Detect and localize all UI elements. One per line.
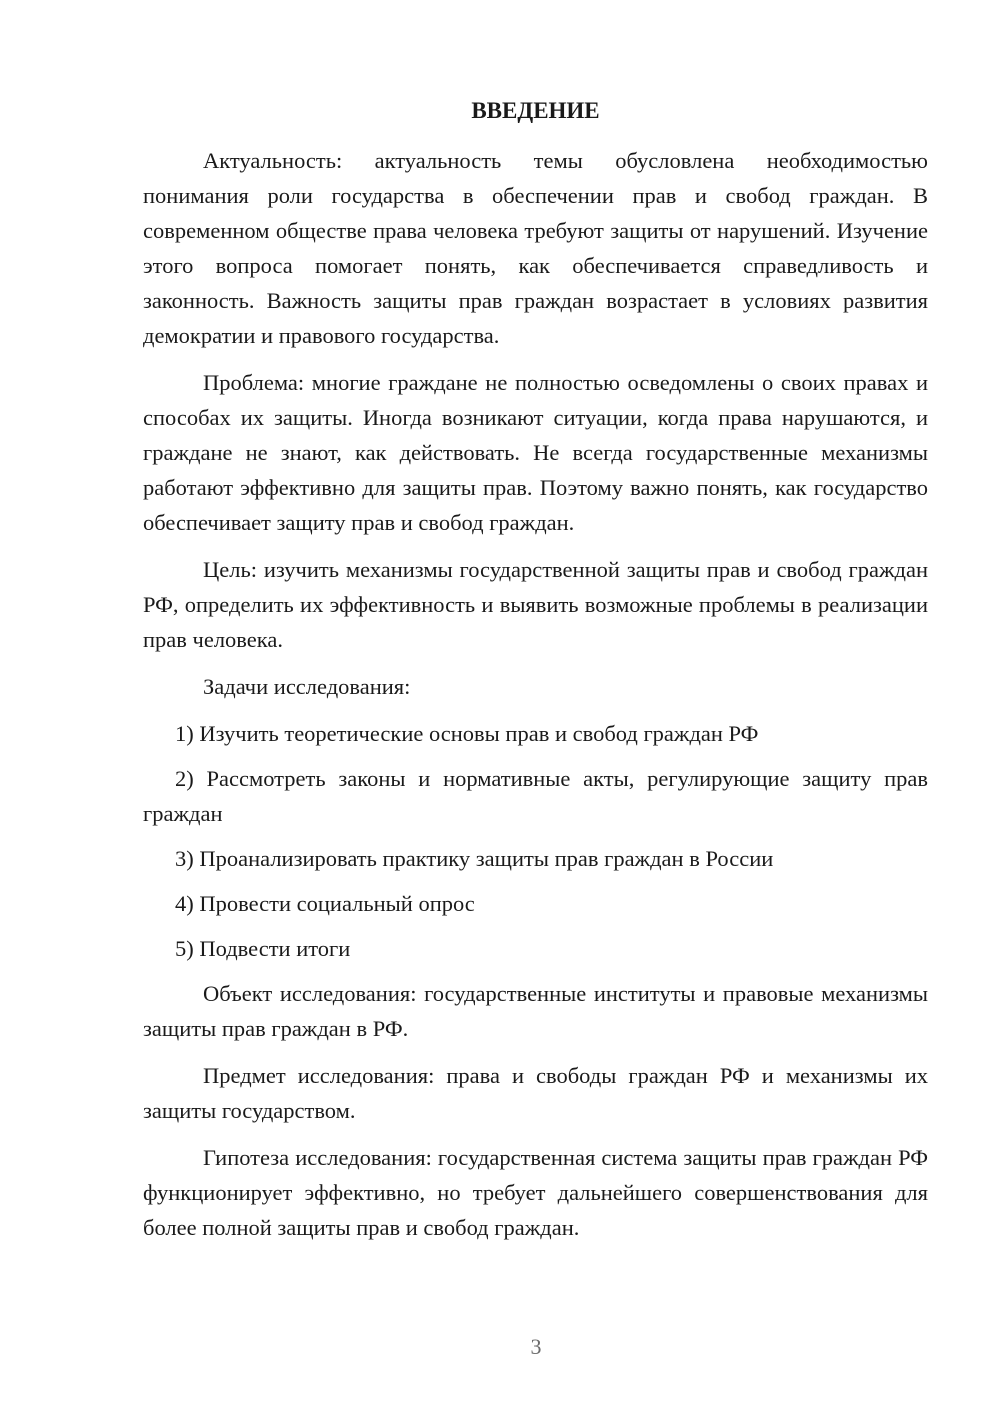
task-item: 2) Рассмотреть законы и нормативные акты, регулирующие защиту прав граждан <box>143 766 928 826</box>
paragraph-problem: Проблема: многие граждане не полностью осведомлены о своих правах и способах их защиты. Иногда возникают ситуации, когда права нарушаются, и граждане не знают, как действовать. Не всегда государственные механизмы работают эффективно для защиты прав. Поэтому важно понять, как государство обеспечивает защиту прав и свобод граждан. <box>143 370 928 535</box>
task-item: 1) Изучить теоретические основы прав и свобод граждан РФ <box>175 721 759 746</box>
task-item: 4) Провести социальный опрос <box>175 891 475 916</box>
paragraph-subject: Предмет исследования: права и свободы граждан РФ и механизмы их защиты государством. <box>143 1063 928 1123</box>
paragraph-goal: Цель: изучить механизмы государственной защиты прав и свобод граждан РФ, определить их эффективность и выявить возможные проблемы в реализации прав человека. <box>143 557 928 652</box>
paragraph-object: Объект исследования: государственные институты и правовые механизмы защиты прав граждан в РФ. <box>143 981 928 1041</box>
task-item: 3) Проанализировать практику защиты прав граждан в России <box>175 846 774 871</box>
paragraph-tasks-heading: Задачи исследования: <box>203 674 411 699</box>
page-number: 3 <box>530 1334 542 1359</box>
task-item: 5) Подвести итоги <box>175 936 351 961</box>
section-title: ВВЕДЕНИЕ <box>471 98 600 123</box>
page-body <box>143 96 928 1257</box>
paragraph-relevance: Актуальность: актуальность темы обусловлена необходимостью понимания роли государства в обеспечении прав и свобод граждан. В современном обществе права человека требуют защиты от нарушений. Изучение этого вопроса помогает понять, как обеспечивается справедливость и законность. Важность защиты прав граждан возрастает в условиях развития демократии и правового государства. <box>143 148 928 348</box>
paragraph-hypothesis: Гипотеза исследования: государственная система защиты прав граждан РФ функционирует эффективно, но требует дальнейшего совершенствования для более полной защиты прав и свобод граждан. <box>143 1145 928 1240</box>
